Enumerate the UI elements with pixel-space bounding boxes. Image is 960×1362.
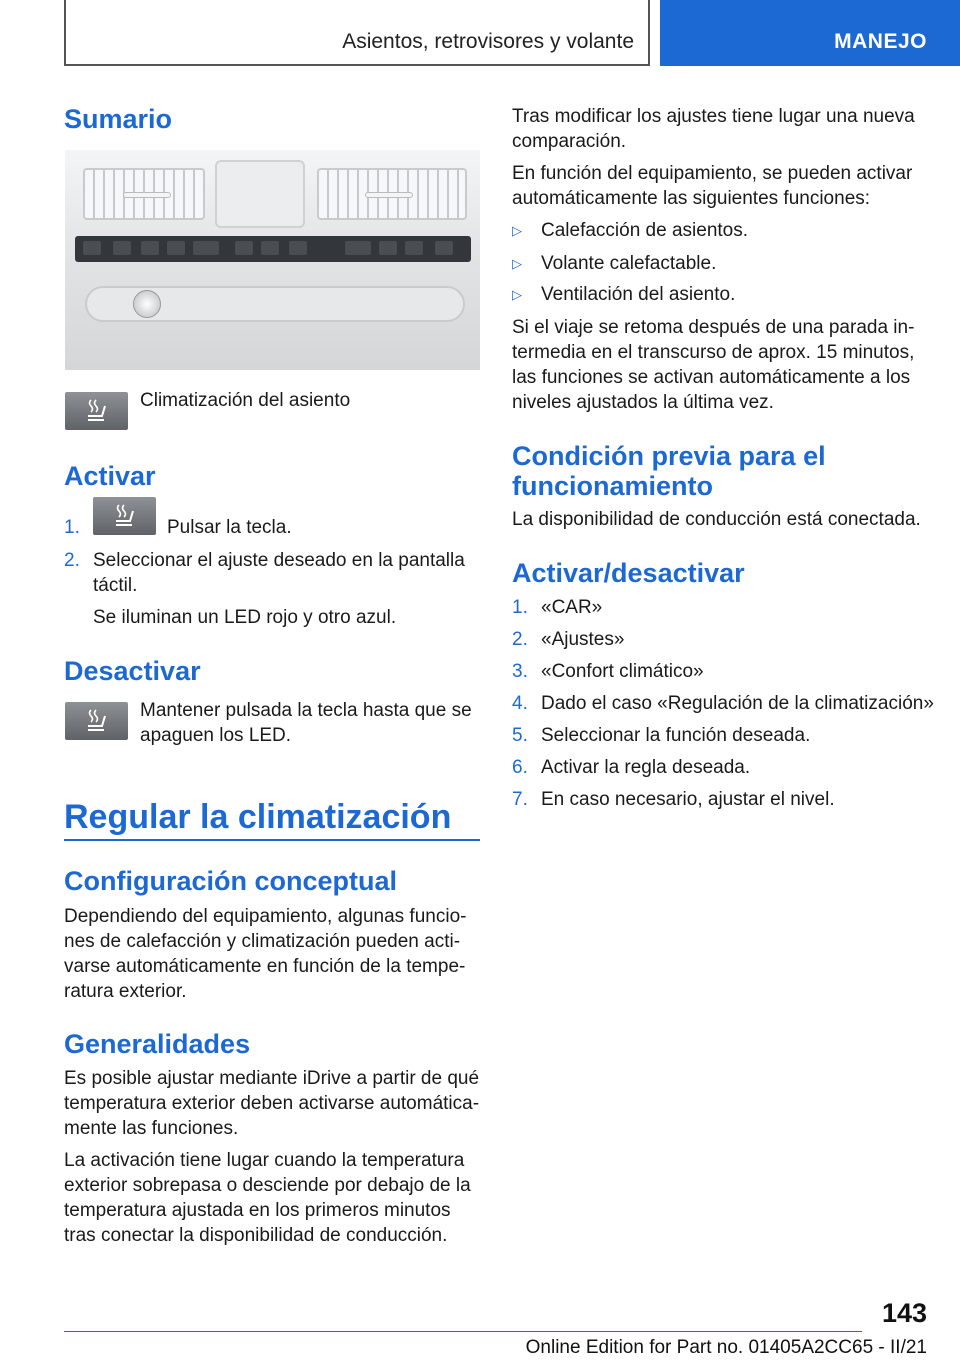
resume-line-1: Si el viaje se retoma después de una parada in- (512, 317, 915, 338)
bullet-item: Calefacción de asientos. (541, 220, 749, 241)
bullet-item: Ventilación del asiento. (541, 284, 736, 305)
bullet-marker: ▷ (512, 256, 522, 271)
config-line-4: ratura exterior. (64, 981, 187, 1002)
config-line-2: nes de calefacción y climatización pueden acti- (64, 931, 461, 952)
intro-line-1: Tras modificar los ajustes tiene lugar una nueva (512, 106, 915, 127)
gen-p2-line-1: La activación tiene lugar cuando la temperatura (64, 1150, 465, 1171)
activar-note: Se iluminan un LED rojo y otro azul. (93, 607, 397, 628)
volume-knob (133, 290, 161, 318)
func-line-1: En función del equipamiento, se pueden activar (512, 163, 913, 184)
gen-p2-line-4: tras conectar la disponibilidad de conducción. (64, 1225, 448, 1246)
intro-line-2: comparación. (512, 131, 627, 152)
condicion-heading-line-1: Condición previa para el (512, 441, 826, 471)
icon-caption: Climatización del asiento (140, 390, 351, 411)
activar-heading: Activar (64, 461, 156, 491)
gen-p2-line-2: exterior sobrepasa o desciende por debajo de la (64, 1175, 471, 1196)
step-text: Dado el caso «Regulación de la climatización» (541, 693, 934, 714)
step-text: «Confort climático» (541, 661, 704, 682)
bullet-marker: ▷ (512, 287, 522, 302)
chapter-tab[interactable] (660, 0, 960, 66)
desactivar-line-2: apaguen los LED. (140, 725, 292, 746)
bullet-marker: ▷ (512, 223, 522, 238)
chapter-tab-label: MANEJO (834, 30, 927, 53)
step-text: «CAR» (541, 597, 603, 618)
activar-desactivar-heading: Activar/desactivar (512, 558, 745, 588)
footer-edition: Online Edition for Part no. 01405A2CC65 - II/21 (525, 1337, 927, 1358)
step-number: 1. (512, 597, 528, 618)
footer-rule (64, 1331, 862, 1332)
step-text: «Ajustes» (541, 629, 625, 650)
step-number: 6. (512, 757, 528, 778)
gen-p1-line-3: mente las funciones. (64, 1118, 239, 1139)
sumario-heading: Sumario (64, 104, 173, 134)
step-number: 4. (512, 693, 528, 714)
step-number: 7. (512, 789, 528, 810)
generalidades-heading: Generalidades (64, 1029, 251, 1059)
resume-line-4: niveles ajustados la última vez. (512, 392, 774, 413)
condicion-heading-line-2: funcionamiento (512, 471, 713, 501)
config-heading: Configuración conceptual (64, 866, 398, 896)
seat-climate-key-icon (93, 497, 156, 535)
config-line-3: varse automáticamente en función de la tempe- (64, 956, 466, 977)
activar-step-2-number: 2. (64, 550, 80, 571)
step-text: En caso necesario, ajustar el nivel. (541, 789, 835, 810)
gen-p1-line-2: temperatura exterior deben activarse automática- (64, 1093, 480, 1114)
right-vent-slot (365, 192, 413, 198)
section-title: Asientos, retrovisores y volante (342, 30, 634, 53)
seat-climate-key-icon (65, 702, 128, 740)
activar-step-2-line-2: táctil. (93, 575, 138, 596)
step-text: Activar la regla deseada. (541, 757, 751, 778)
left-vent-slot (123, 192, 171, 198)
step-text: Seleccionar la función deseada. (541, 725, 811, 746)
page-number: 143 (881, 1298, 927, 1328)
main-section-heading: Regular la climatización (64, 798, 452, 836)
step-number: 2. (512, 629, 528, 650)
condicion-text: La disponibilidad de conducción está conectada. (512, 509, 921, 530)
gen-p1-line-1: Es posible ajustar mediante iDrive a partir de qué (64, 1068, 480, 1089)
step-number: 3. (512, 661, 528, 682)
dashboard-photo (65, 150, 480, 370)
gen-p2-line-3: temperatura ajustada en los primeros minutos (64, 1200, 451, 1221)
section-rule (64, 839, 480, 841)
climate-button-bar (75, 236, 471, 262)
resume-line-3: las funciones se activan automáticamente a los (512, 367, 911, 388)
step-number: 5. (512, 725, 528, 746)
seat-climate-key-icon (65, 392, 128, 430)
desactivar-heading: Desactivar (64, 656, 201, 686)
func-line-2: automáticamente las siguientes funciones: (512, 188, 871, 209)
header-section-box (64, 0, 650, 66)
resume-line-2: termedia en el transcurso de aprox. 15 minutos, (512, 342, 915, 363)
config-line-1: Dependiendo del equipamiento, algunas funcio- (64, 906, 467, 927)
bullet-item: Volante calefactable. (541, 253, 717, 274)
activar-step-1-text: Pulsar la tecla. (167, 517, 292, 538)
desactivar-line-1: Mantener pulsada la tecla hasta que se (140, 700, 472, 721)
activar-step-1-number: 1. (64, 517, 80, 538)
activar-step-2-line-1: Seleccionar el ajuste deseado en la pantalla (93, 550, 465, 571)
center-display-mount (215, 160, 305, 228)
